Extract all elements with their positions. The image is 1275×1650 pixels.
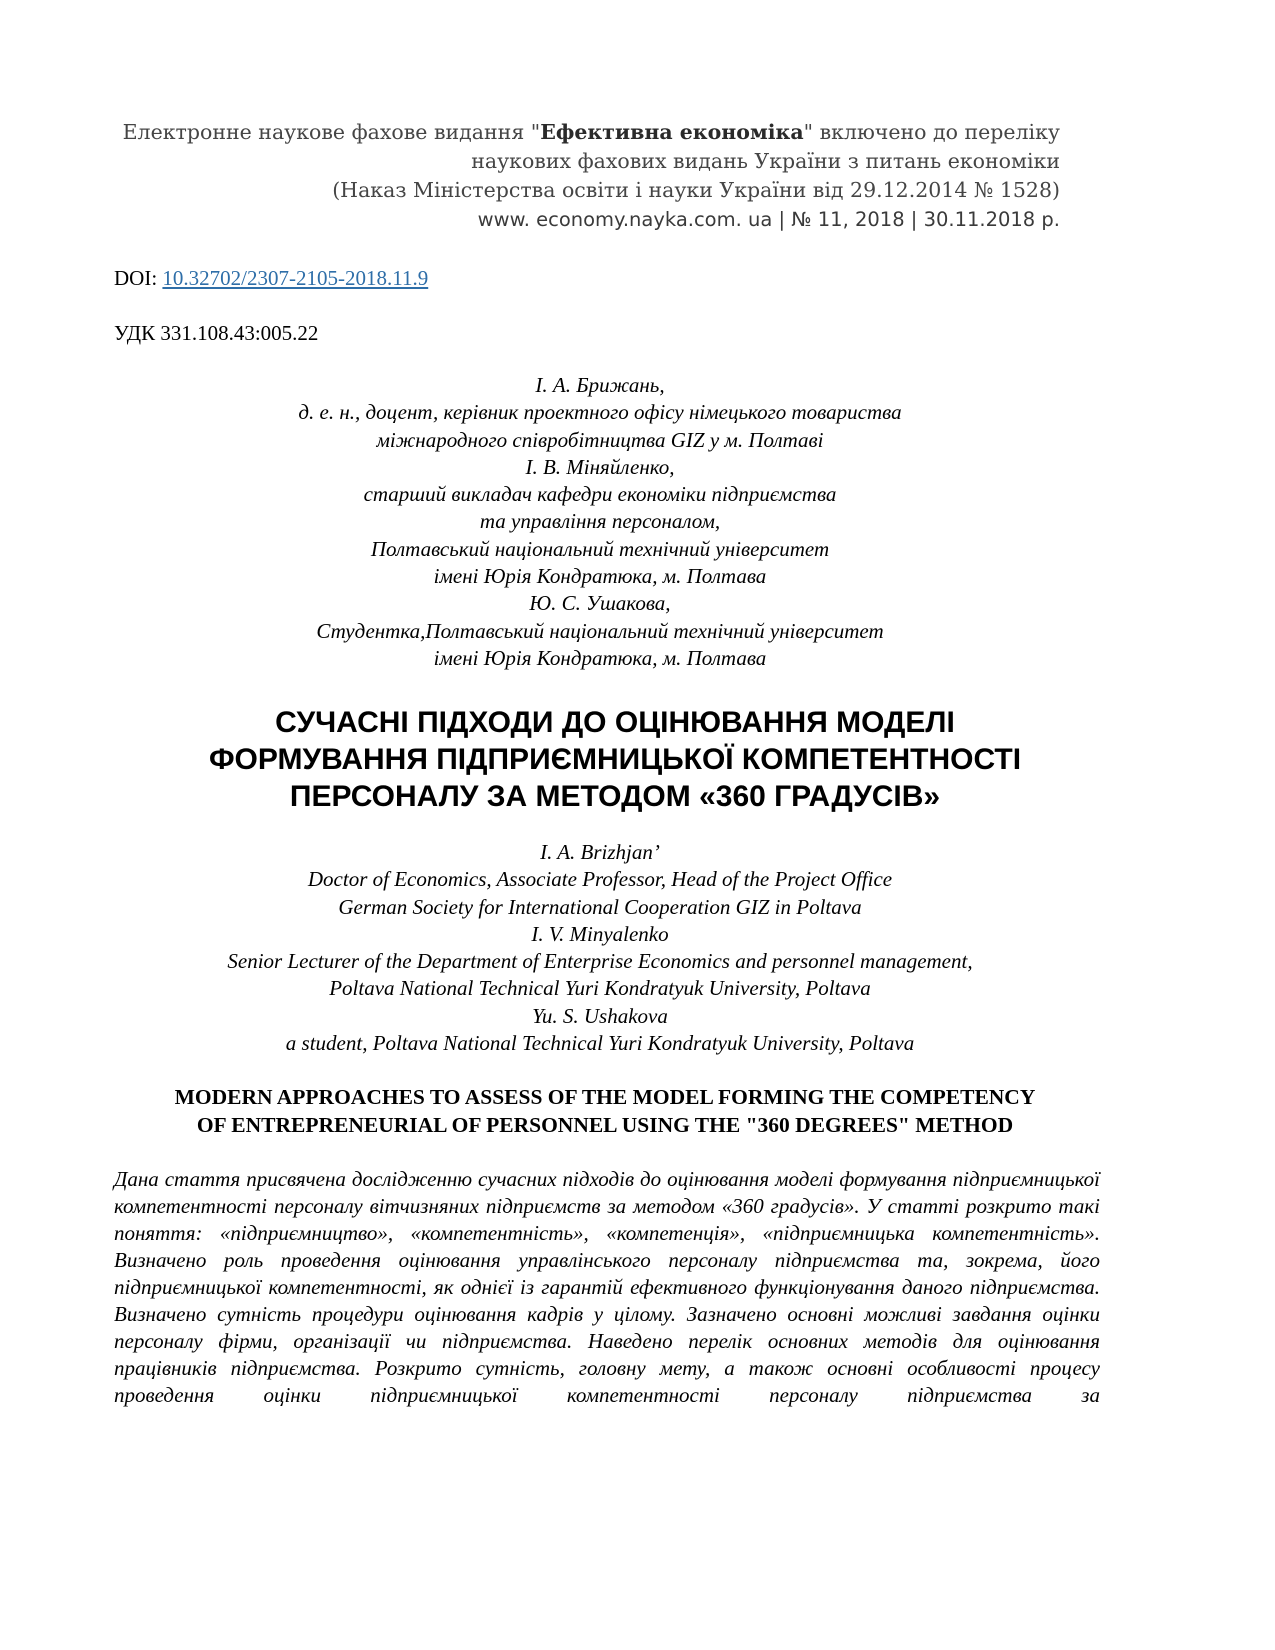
- header-line-1-prefix: Електронне наукове фахове видання ": [122, 120, 541, 144]
- author-line: I. V. Minyalenko: [531, 921, 669, 946]
- doi-link[interactable]: 10.32702/2307-2105-2018.11.9: [162, 266, 429, 290]
- author-line: Poltava National Technical Yuri Kondratyuk University, Poltava: [329, 976, 871, 1001]
- header-line-1: [100, 118, 1060, 147]
- author-line: д. е. н., доцент, керівник проектного офісу німецького товариства: [298, 400, 902, 425]
- title-line: OF ENTREPRENEURIAL OF PERSONNEL USING THE "360 DEGREES" METHOD: [196, 1113, 1014, 1137]
- abstract-paragraph: Дана стаття присвячена дослідженню сучасних підходів до оцінювання моделі формування підприємницької компетентності персоналу вітчизняних підприємств за методом «360 градусів». У статті розкрито такі поняття: «підприємництво», «компетентність», «компетенція», «підприємницька компетентність». Визначено роль проведення оцінювання управлінського персоналу підприємства та, зокрема, його підприємницької компетентності, як однієї із гарантій ефективного функціонування даного підприємства. Визначено сутність процедури оцінювання кадрів у цілому. Зазначено основні можливі завдання оцінки персоналу фірми, організації чи підприємства. Наведено перелік основних методів для оцінювання працівників підприємства. Розкрито сутність, головну мету, а також основні особливості процесу проведення оцінки підприємницької компетентності персоналу підприємства за: [114, 1167, 1100, 1407]
- author-line: Senior Lecturer of the Department of Enterprise Economics and personnel management,: [227, 949, 973, 974]
- header-line-3: (Наказ Міністерства освіти і науки України від 29.12.2014 № 1528): [332, 178, 1060, 202]
- author-line: German Society for International Cooperation GIZ in Poltava: [338, 894, 862, 919]
- journal-name: Ефективна економіка: [540, 120, 804, 144]
- title-line: СУЧАСНІ ПІДХОДИ ДО ОЦІНЮВАННЯ МОДЕЛІ: [275, 706, 955, 739]
- title-line: ФОРМУВАННЯ ПІДПРИЄМНИЦЬКОЇ КОМПЕТЕНТНОСТІ: [208, 743, 1022, 776]
- author-line: Полтавський національний технічний університет: [370, 536, 830, 561]
- authors-english: [100, 839, 1100, 1057]
- author-line: І. А. Брижань,: [535, 373, 665, 397]
- author-line: I. A. Brizhjan’: [540, 840, 660, 864]
- header-line-2: наукових фахових видань України з питань економіки: [471, 149, 1060, 173]
- doi-label: DOI:: [114, 266, 163, 290]
- title-line: ПЕРСОНАЛУ ЗА МЕТОДОМ «360 ГРАДУСІВ»: [289, 780, 941, 813]
- author-line: міжнародного співробітництва GIZ у м. Полтаві: [376, 427, 824, 452]
- author-line: Doctor of Economics, Associate Professor, Head of the Project Office: [307, 867, 893, 892]
- article-title-english: [100, 1083, 1110, 1139]
- journal-header: [100, 118, 1060, 234]
- header-website-line: www. economy.nayka.com. ua | № 11, 2018 | 30.11.2018 р.: [477, 208, 1060, 231]
- author-line: Yu. S. Ushakova: [532, 1003, 668, 1028]
- author-line: І. В. Міняйленко,: [525, 454, 675, 479]
- header-line-1-suffix: " включено до переліку: [803, 120, 1060, 144]
- article-title-ukrainian: [100, 704, 1130, 815]
- doi-line: [114, 265, 428, 291]
- udk-code: УДК 331.108.43:005.22: [114, 321, 319, 345]
- author-line: Студентка,Полтавський національний технічний університет: [316, 618, 884, 643]
- author-line: a student, Poltava National Technical Yuri Kondratyuk University, Poltava: [285, 1031, 915, 1056]
- authors-ukrainian: [100, 372, 1100, 672]
- author-line: старший викладач кафедри економіки підприємства: [363, 482, 837, 507]
- author-line: та управління персоналом,: [479, 509, 721, 534]
- author-line: імені Юрія Кондратюка, м. Полтава: [433, 645, 767, 670]
- author-line: імені Юрія Кондратюка, м. Полтава: [433, 564, 767, 589]
- title-line: MODERN APPROACHES TO ASSESS OF THE MODEL FORMING THE COMPETENCY: [174, 1085, 1036, 1109]
- author-line: Ю. С. Ушакова,: [529, 591, 671, 616]
